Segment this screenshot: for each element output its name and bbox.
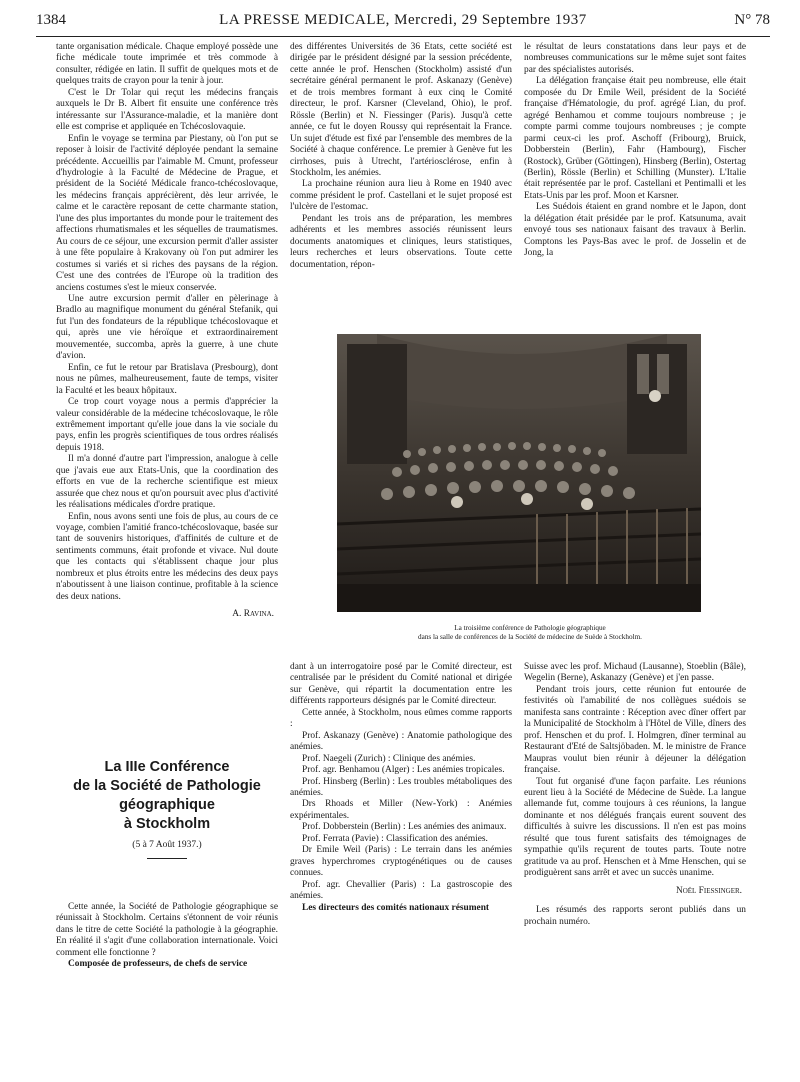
column-2-top bbox=[290, 42, 512, 271]
article-title-line: géographique bbox=[119, 797, 215, 813]
photo-illustration bbox=[337, 334, 701, 612]
article-title-line: à Stockholm bbox=[123, 816, 211, 832]
report-item: Prof. Dobberstein (Berlin) : Les anémies des animaux. bbox=[302, 822, 507, 833]
page-header bbox=[36, 12, 770, 32]
paragraph: Les directeurs des comités nationaux résument bbox=[302, 902, 490, 913]
paragraph: tante organisation médicale. Chaque employé possède une fiche médicale toute imprimée et très commode à consulter, rédigée en latin. Il suffit de quelques mots et de quelques traits de crayon pour la tenir à jour. bbox=[56, 42, 278, 87]
title-divider bbox=[147, 858, 187, 859]
page-number: 1384 bbox=[36, 12, 66, 28]
paragraph: C'est le Dr Tolar qui reçut les médecins français auxquels le Dr B. Albert fit ensuite une conférence très intéressante sur l'Assurance-maladie, et la manière dont elle est comprise et appliquée en Tchécoslovaquie. bbox=[56, 87, 278, 133]
article-dates: (5 à 7 Août 1937.) bbox=[132, 840, 202, 850]
report-item: Drs Rhoads et Miller (New-York) : Anémies expérimentales. bbox=[290, 799, 512, 821]
column-1-article-start bbox=[56, 902, 278, 971]
article-title-line: La IIIe Conférence bbox=[104, 759, 230, 775]
report-item: Prof. Askanazy (Genève) : Anatomie pathologique des anémies. bbox=[290, 730, 512, 753]
paragraph: La prochaine réunion aura lieu à Rome en 1940 avec comme président le prof. Castellani et le sujet proposé est l'ulcère de l'estomac. bbox=[290, 179, 512, 213]
article-title-line: de la Société de Pathologie bbox=[73, 778, 261, 794]
conference-photograph bbox=[337, 334, 701, 612]
paragraph: Tout fut organisé d'une façon parfaite. Les réunions eurent lieu à la Société de Médecine de Suède. La langue allemande fut, comme toujours à ces réunions, la langue dominante et nos délégués français eurent souvent des difficultés à suivre les discussions. Il n'en est pas moins résulté que tous furent satisfaits des témoignages de sympathie qu'ils reçurent de toutes parts. Toute notre gratitude va au prof. Henschen et à Mme Henschen, qui se prodiguèrent sans arrêt et avec un succès unanime. bbox=[524, 776, 746, 879]
paragraph: La délégation française était peu nombreuse, elle était composée du Dr Emile Weil, président de la Société française d'Hématologie, du prof. agrégé Lian, du prof. agrégé Benhamou et comme toujours nombreuse ; je compte parmi comme toujours nombreuses ; je compte parmi ceux-ci les prof. Aschoff (Fribourg), Bruick, Dobberstein (Berlin), Fahr (Hambourg), Fischer (Rostock), Grüber (Göttingen), Hinsberg (Berlin), Ostertag (Berlin), Rössle (Berlin) et Schilling (Munster). L'Italie était représentée par le prof. Castellani et Pentimalli et les Etats-Unis par les prof. Moon et Karsner. bbox=[524, 76, 746, 201]
paragraph: dant à un interrogatoire posé par le Comité directeur, est centralisée par le président du Comité national et dirigée sur Genève, qui répartit la documentation entre les différents rapporteurs désignés par le Comité directeur. bbox=[290, 662, 512, 707]
paragraph: Enfin, ce fut le retour par Bratislava (Presbourg), dont nous ne pûmes, malheureusement, faute de temps, visiter la Faculté et les beaux hôpitaux. bbox=[56, 362, 278, 396]
issue-number: N° 78 bbox=[734, 12, 770, 28]
paragraph: des différentes Universités de 36 Etats, cette société est dirigée par le président désigné par la session précédente, cette année le prof. Henschen (Stockholm) assisté d'un secrétaire général permanent le prof. Askanazy (Genève) et de trois membres formant à eux cinq le Comité directeur, le prof. Karsner (Cleveland, Ohio), le prof. Rössle (Berlin) et N. Fiessinger (Paris). Jusqu'à cette année, ce fut le doyen Roussy qui représentait la France. Un sujet d'étude est fixé par l'ensemble des membres de la Société à chaque conférence. Le premier à Genève fut les cirrhoses, puis à Utrecht, l'artériosclérose, enfin à Stockholm, les anémies. bbox=[290, 42, 512, 178]
report-item: Prof. Hinsberg (Berlin) : Les troubles métaboliques des anémies. bbox=[290, 776, 512, 798]
paragraph: Les Suédois étaient en grand nombre et le Japon, dont la délégation était présidée par le prof. Katsunuma, avait envoyé tous ses nationaux faisant des travaux à Berlin. Comptons les Pays-Bas avec le prof. de Josselin et de Jong, la bbox=[524, 202, 746, 259]
column-1 bbox=[56, 42, 278, 629]
header-rule bbox=[36, 36, 770, 37]
author-signature: A. Ravina. bbox=[232, 609, 274, 620]
paragraph: Composée de professeurs, de chefs de service bbox=[68, 959, 248, 970]
column-3-bottom bbox=[524, 662, 746, 928]
column-3-top bbox=[524, 42, 746, 260]
report-item: Prof. Naegeli (Zurich) : Clinique des anémies. bbox=[302, 753, 476, 764]
paragraph: Suisse avec les prof. Michaud (Lausanne), Stoeblin (Bâle), Wegelin (Berne), Askanazy (Genève) et j'en passe. bbox=[524, 662, 746, 684]
masthead: LA PRESSE MEDICALE, Mercredi, 29 Septembre 1937 bbox=[219, 12, 587, 28]
paragraph: Les résumés des rapports seront publiés dans un prochain numéro. bbox=[524, 905, 746, 927]
report-item: Prof. Ferrata (Pavie) : Classification des anémies. bbox=[302, 833, 488, 844]
report-item: Prof. agr. Benhamou (Alger) : Les anémies tropicales. bbox=[302, 765, 505, 776]
paragraph: Une autre excursion permit d'aller en pèlerinage à Bradlo au magnifique monument du général Stefanik, qui fut l'un des fondateurs de la république tchécoslovaque et qui, après une vie héroïque et extraordinairement mouvementée, succomba, après la guerre, à une chute d'avion. bbox=[56, 293, 278, 362]
photo-caption bbox=[300, 624, 760, 642]
paragraph: Pendant trois jours, cette réunion fut entourée de festivités où l'amabilité de nos collègues suédois se manifesta sans contrainte : Réception avec dîner offert par la Municipalité de Stockholm à l'Hôtel de Ville, dîners des prof. Henschen et du prof. I. Holmgren, dîner terminal au Restaurant d'Eté de Saltsjöbaden. M. le ministre de France Maupras voulut bien réunir à déjeuner la délégation française. bbox=[524, 684, 746, 776]
paragraph: Cette année, la Société de Pathologie géographique se réunissait à Stockholm. Certains s'étonnent de voir réunis dans le titre de cette Société la pathologie à la géographie. En réalité il s'agit d'une collaboration internationale. Voici comment elle fonctionne ? bbox=[56, 902, 278, 958]
caption-line: dans la salle de conférences de la Société de médecine de Suède à Stockholm. bbox=[418, 633, 642, 641]
report-item: Prof. agr. Chevallier (Paris) : La gastroscopie des anémies. bbox=[290, 879, 512, 902]
paragraph: Enfin le voyage se termina par Piestany, où l'on put se reposer à loisir de l'activité déployée pendant la semaine précédente. Accueillis par l'aimable M. Cmunt, professeur d'hydrologie à la Faculté de Médecine de Prague, et président de la Société Médicale franco-tchécoslovaque, les médecins français apprécièrent, dès leur arrivée, le calme et le caractère reposant de cette charmante station, l'une des plus importantes du monde pour le traitement des affections rhumatismales et les séquelles de traumatismes. Au cours de ce séjour, une excursion permit d'aller assister à une fête populaire à Krakovany où l'on put admirer les costumes si variés et si riches des paysans de la région. C'est une des contrées de l'Europe où la tradition des anciens costumes s'est le mieux conservée. bbox=[56, 133, 278, 293]
paragraph: le résultat de leurs constatations dans leur pays et de nombreuses communications sur le même sujet sont faites par des spécialistes autorisés. bbox=[524, 42, 746, 75]
paragraph: Ce trop court voyage nous a permis d'apprécier la valeur considérable de la médecine tchécoslovaque, le rôle extrêmement important qu'elle joue dans la vie sociale du pays, enfin les progrès scientifiques de tous ordres réalisés depuis 1918. bbox=[56, 397, 278, 453]
author-signature: Noël Fiessinger. bbox=[675, 885, 742, 896]
column-2-bottom bbox=[290, 662, 512, 914]
paragraph: Cette année, à Stockholm, nous eûmes comme rapports : bbox=[290, 707, 512, 730]
paragraph: Il m'a donné d'autre part l'impression, analogue à celle que j'avais eue aux Etats-Unis, que la coordination des efforts en vue de la recherche scientifique est mieux assurée que chez nous et qu'on poursuit avec plus d'activité les réalisations médicales d'ordre pratique. bbox=[56, 454, 278, 511]
paragraph: Enfin, nous avons senti une fois de plus, au cours de ce voyage, combien l'amitié franco-tchécoslovaque, basée sur tant de souvenirs historiques, d'affinités de culture et de sentiments communs, était profonde et vivace. Nul doute que les contacts qui s'établissent chaque jour plus nombreux et plus étroits entre les médecins des deux pays n'aboutissent à une liaison continue, profitable à la science des deux nations. bbox=[56, 511, 278, 602]
paragraph: Pendant les trois ans de préparation, les membres adhérents et les membres associés réunissent leurs documents anatomiques et cliniques, leurs statistiques, leurs recherches et leurs observations. Toute cette documentation, répon- bbox=[290, 213, 512, 270]
article-title-block bbox=[56, 758, 278, 859]
caption-line: La troisième conférence de Pathologie géographique bbox=[454, 624, 606, 632]
report-item: Dr Emile Weil (Paris) : Le terrain dans les anémies graves hyperchromes cryptogénétiques ou de causes connues. bbox=[290, 845, 512, 879]
